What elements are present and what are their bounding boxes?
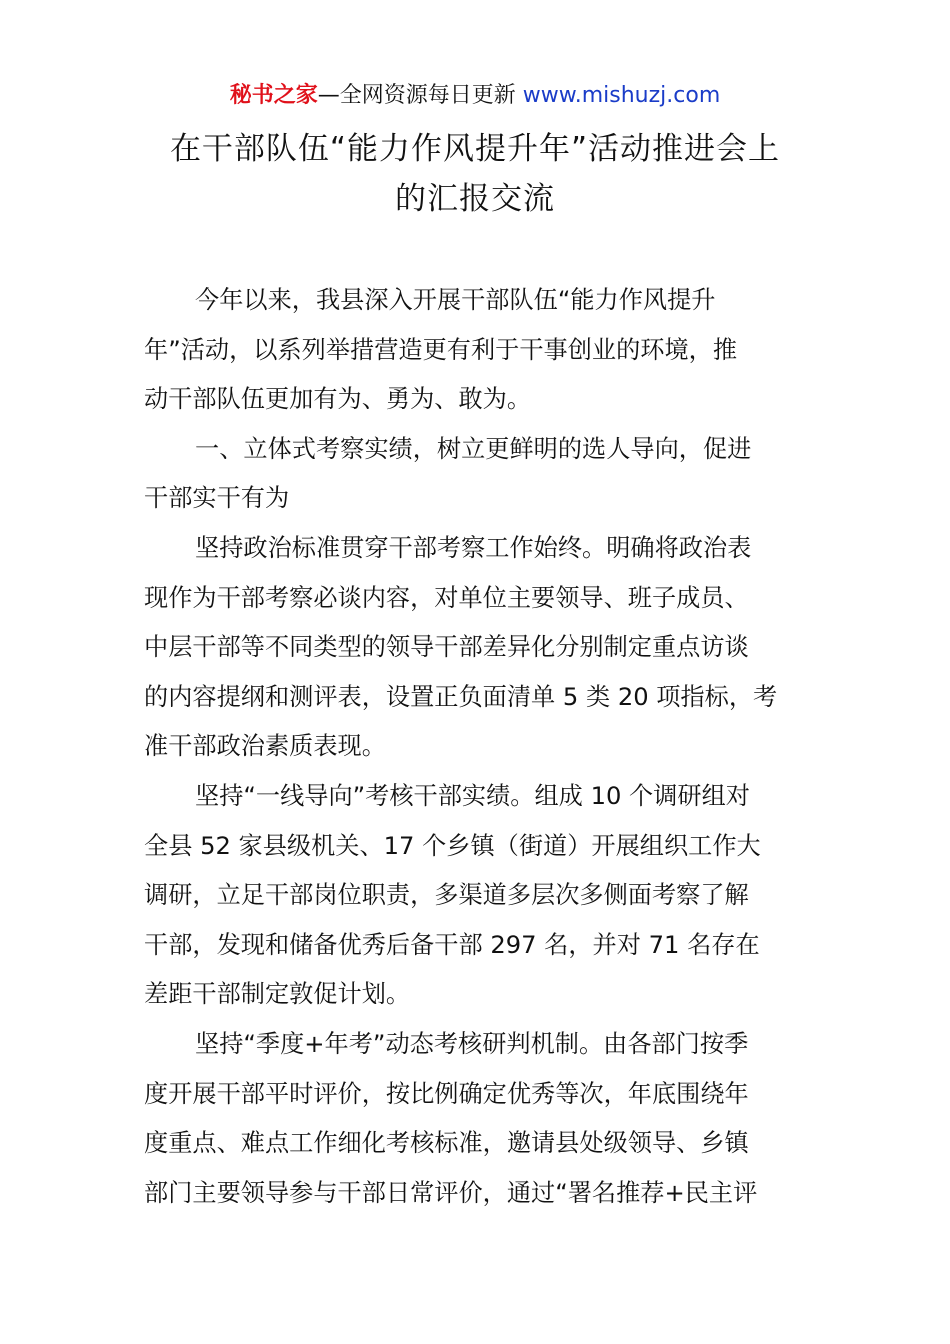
site-url-link[interactable]: www.mishuzj.com xyxy=(522,83,721,108)
site-tagline: —全网资源每日更新 xyxy=(317,83,523,108)
paragraph-intro xyxy=(144,276,810,425)
text-line: 差距干部制定敦促计划。 xyxy=(144,980,411,1009)
text-line: 年”活动，以系列举措营造更有利于干事创业的环境，推 xyxy=(144,335,738,364)
title-line: 的汇报交流 xyxy=(395,181,555,217)
text-line: 调研，立足干部岗位职责，多渠道多层次多侧面考察了解 xyxy=(144,881,749,910)
text-line: 动干部队伍更加有为、勇为、敢为。 xyxy=(144,385,532,414)
title-line: 在干部队伍“能力作风提升年”活动推进会上 xyxy=(169,131,781,167)
text-line: 今年以来，我县深入开展干部队伍“能力作风提升 xyxy=(195,286,716,314)
site-brand: 秘书之家 xyxy=(229,83,318,108)
text-line: 全县 52 家县级机关、17 个乡镇（街道）开展组织工作大 xyxy=(144,831,761,860)
text-line: 部门主要领导参与干部日常评价，通过“署名推荐+民主评 xyxy=(144,1178,758,1207)
text-line: 度开展干部平时评价，按比例确定优秀等次，年底围绕年 xyxy=(144,1079,749,1108)
text-line: 坚持“季度+年考”动态考核研判机制。由各部门按季 xyxy=(195,1029,749,1058)
paragraph-quarterly-review xyxy=(144,1020,810,1218)
text-line: 中层干部等不同类型的领导干部差异化分别制定重点访谈 xyxy=(144,633,749,662)
document-body xyxy=(144,276,810,1218)
section-heading xyxy=(144,425,810,524)
text-line: 一、立体式考察实绩，树立更鲜明的选人导向，促进 xyxy=(195,434,752,463)
text-line: 度重点、难点工作细化考核标准，邀请县处级领导、乡镇 xyxy=(144,1129,749,1158)
text-line: 现作为干部考察必谈内容，对单位主要领导、班子成员、 xyxy=(144,583,749,612)
text-line: 准干部政治素质表现。 xyxy=(144,732,386,761)
site-header xyxy=(0,80,950,112)
text-line: 干部实干有为 xyxy=(144,484,290,513)
text-line: 干部，发现和储备优秀后备干部 297 名，并对 71 名存在 xyxy=(144,930,760,959)
text-line: 坚持政治标准贯穿干部考察工作始终。明确将政治表 xyxy=(195,533,752,562)
text-line: 的内容提纲和测评表，设置正负面清单 5 类 20 项指标，考 xyxy=(144,682,778,711)
paragraph-political-standard xyxy=(144,524,810,772)
document-title xyxy=(60,124,890,224)
paragraph-frontline xyxy=(144,772,810,1020)
text-line: 坚持“一线导向”考核干部实绩。组成 10 个调研组对 xyxy=(195,781,750,810)
